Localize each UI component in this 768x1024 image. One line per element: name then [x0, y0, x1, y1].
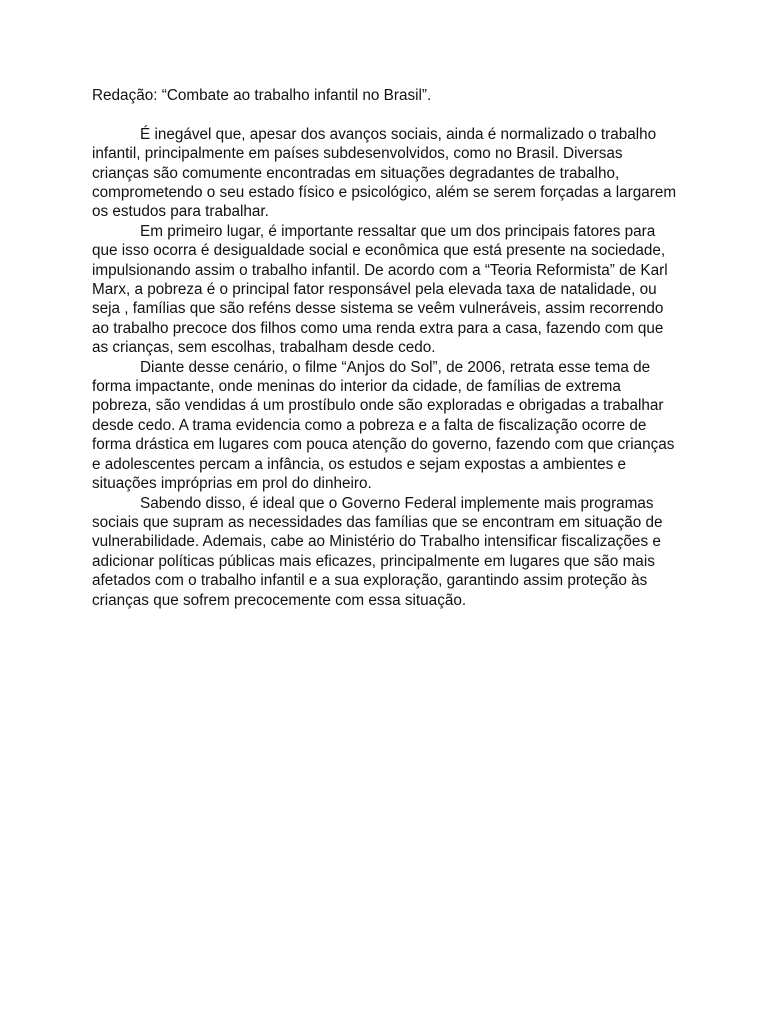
paragraph-1: É inegável que, apesar dos avanços sociais, ainda é normalizado o trabalho infantil, principalmente em países subdesenvolvidos, como no Brasil. Diversas crianças são comumente encontradas em situações degradantes de trabalho, comprometendo o seu estado físico e psicológico, além se serem forçadas a largarem os estudos para trabalhar. — [92, 125, 677, 221]
paragraph-3: Diante desse cenário, o filme “Anjos do Sol”, de 2006, retrata esse tema de forma impactante, onde meninas do interior da cidade, de famílias de extrema pobreza, são vendidas á um prostíbulo onde são exploradas e obrigadas a trabalhar desde cedo. A trama evidencia como a pobreza e a falta de fiscalização ocorre de forma drástica em lugares com pouca atenção do governo, fazendo com que crianças e adolescentes percam a infância, os estudos e sejam expostas a ambientes e situações impróprias em prol do dinheiro. — [92, 358, 675, 493]
paragraph-4: Sabendo disso, é ideal que o Governo Federal implemente mais programas sociais que supram as necessidades das famílias que se encontram em situação de vulnerabilidade. Ademais, cabe ao Ministério do Trabalho intensificar fiscalizações e adicionar políticas públicas mais eficazes, principalmente em lugares que são mais afetados com o trabalho infantil e a sua exploração, garantindo assim proteção às crianças que sofrem precocemente com essa situação. — [92, 494, 663, 609]
paragraph-2: Em primeiro lugar, é importante ressaltar que um dos principais fatores para que isso ocorra é desigualdade social e econômica que está presente na sociedade, impulsionando assim o trabalho infantil. De acordo com a “Teoria Reformista” de Karl Marx, a pobreza é o principal fator responsável pela elevada taxa de natalidade, ou seja , famílias que são reféns desse sistema se veêm vulneráveis, assim recorrendo ao trabalho precoce dos filhos como uma renda extra para a casa, fazendo com que as crianças, sem escolhas, trabalham desde cedo. — [92, 222, 668, 357]
essay-title: Redação: “Combate ao trabalho infantil no Brasil”. — [92, 87, 432, 104]
title-spacer — [92, 105, 677, 124]
essay-body — [92, 86, 677, 610]
